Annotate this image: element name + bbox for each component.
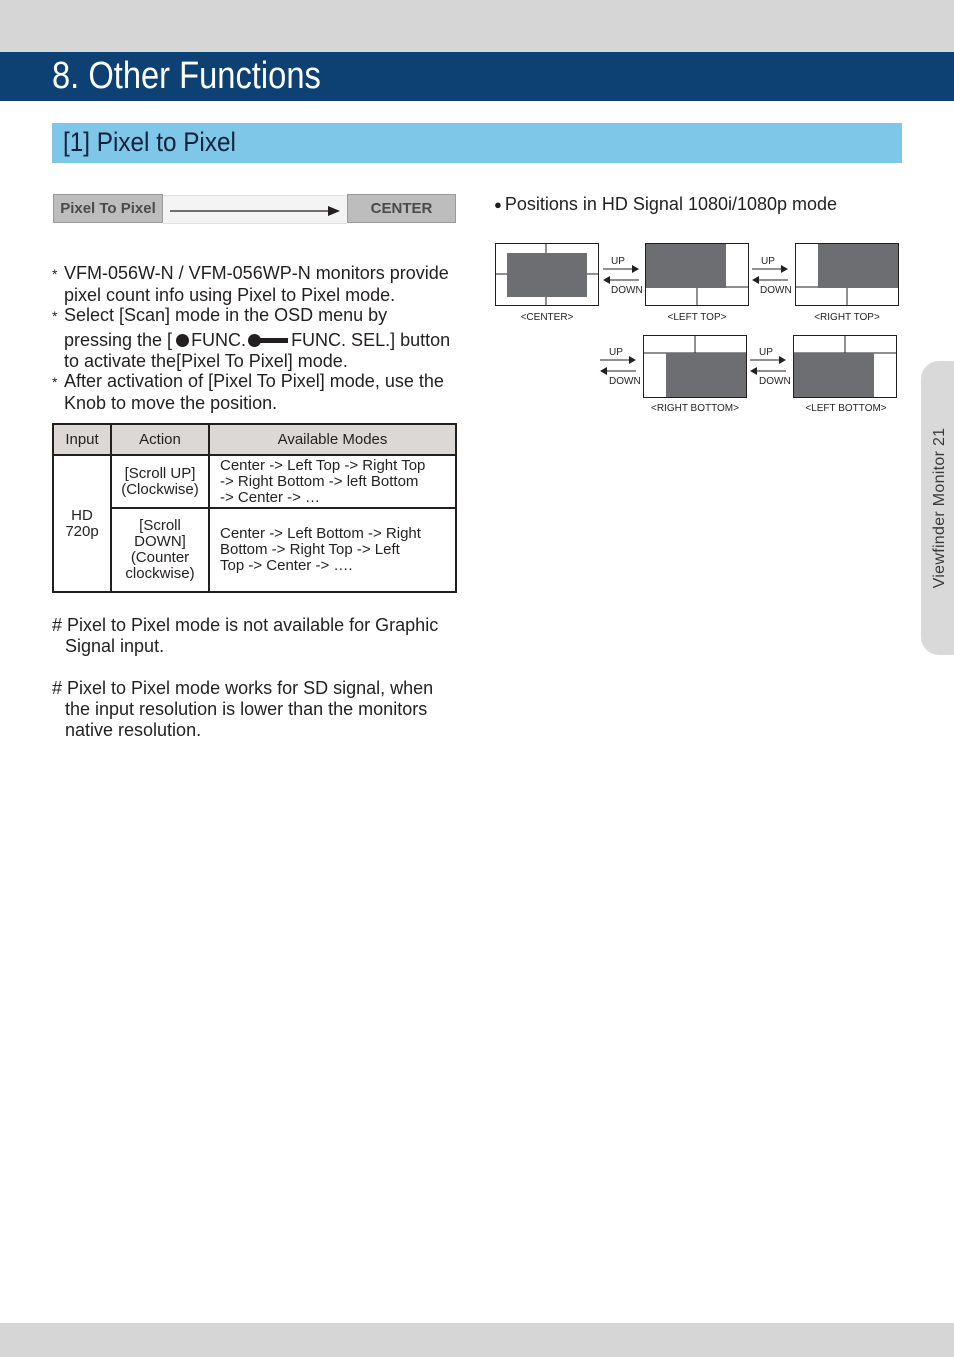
note-3 [52, 371, 462, 414]
action-cell [111, 508, 209, 592]
bullet-icon: ● [494, 197, 502, 212]
header-available-modes: Available Modes [209, 424, 456, 455]
table-row [53, 455, 456, 508]
positions-title [494, 194, 837, 215]
note-2-line-2b: FUNC. [191, 330, 247, 350]
modes-text: -> Center -> … [220, 488, 321, 506]
hash-note-2-line-2: the input resolution is lower than the monitors [65, 699, 428, 719]
input-720p: 720p [65, 522, 99, 540]
screen-right-bottom [644, 336, 747, 398]
note-3-line-2: Knob to move the position. [64, 393, 278, 413]
screen-center [496, 244, 599, 306]
action-text: (Counter [130, 549, 190, 566]
modes-text: Bottom -> Right Top -> Left [220, 541, 400, 558]
note-2-line-1: Select [Scan] mode in the OSD menu by [64, 305, 388, 325]
note-2-line-2c: FUNC. SEL.] button [291, 330, 451, 350]
screen-right-top [796, 244, 899, 306]
modes-table [52, 423, 457, 593]
chapter-title: 8. Other Functions [52, 55, 321, 97]
screen-left-top [646, 244, 749, 306]
modes-cell [209, 508, 456, 592]
up-label: UP [759, 347, 773, 358]
top-band [0, 0, 954, 52]
positions-title-text: Positions in HD Signal 1080i/1080p mode [504, 194, 838, 214]
up-label: UP [611, 256, 625, 267]
note-1-line-2: pixel count info using Pixel to Pixel mode. [64, 285, 396, 305]
osd-pixel-to-pixel-label: Pixel To Pixel [53, 194, 163, 223]
label-left-bottom: <LEFT BOTTOM> [805, 403, 887, 414]
note-2-line-2a: pressing the [ [64, 330, 173, 350]
note-1 [52, 263, 462, 306]
hash-note-1 [52, 615, 462, 657]
modes-text: -> Right Bottom -> left Bottom [220, 472, 419, 490]
header-action: Action [111, 424, 209, 455]
table-row [53, 508, 456, 592]
action-cell [111, 455, 209, 508]
osd-center-value: CENTER [347, 194, 456, 223]
action-text: DOWN] [134, 533, 186, 550]
action-text: clockwise) [125, 565, 195, 582]
up-label: UP [761, 256, 775, 267]
hash-note-2-line-1: # Pixel to Pixel mode works for SD signal, when [52, 678, 434, 698]
action-text: [Scroll UP] [124, 464, 196, 482]
asterisk: * [52, 374, 58, 390]
modes-text: Center -> Left Top -> Right Top [220, 456, 426, 474]
modes-text: Center -> Left Bottom -> Right [220, 525, 421, 542]
hash-note-1-line-1: # Pixel to Pixel mode is not available for Graphic [52, 615, 439, 635]
hash-note-2-line-3: native resolution. [65, 720, 202, 740]
note-2 [52, 305, 462, 372]
label-right-bottom: <RIGHT BOTTOM> [651, 403, 739, 414]
modes-text: Top -> Center -> …. [220, 557, 353, 574]
down-label: DOWN [760, 285, 792, 296]
asterisk: * [52, 266, 58, 282]
side-tab-text: Viewfinder Monitor 21 [931, 427, 948, 589]
func-sel-knob-icon [248, 334, 288, 347]
note-3-line-1: After activation of [Pixel To Pixel] mode, use the [64, 371, 444, 391]
bottom-band [0, 1323, 954, 1357]
hash-note-2 [52, 678, 462, 741]
osd-arrow-icon [170, 206, 342, 216]
down-label: DOWN [611, 285, 643, 296]
input-cell [53, 455, 111, 592]
label-center: <CENTER> [520, 312, 574, 323]
header-input: Input [53, 424, 111, 455]
note-1-line-1: VFM-056W-N / VFM-056WP-N monitors provide [64, 263, 449, 283]
input-hd: HD [71, 506, 93, 524]
section-title: [1] Pixel to Pixel [63, 127, 236, 157]
modes-cell [209, 455, 456, 508]
hash-note-1-line-2: Signal input. [65, 636, 165, 656]
label-left-top: <LEFT TOP> [667, 312, 727, 323]
note-2-line-3: to activate the[Pixel To Pixel] mode. [64, 351, 348, 371]
up-label: UP [609, 347, 623, 358]
down-label: DOWN [609, 376, 641, 387]
asterisk: * [52, 308, 58, 324]
positions-diagram [494, 242, 904, 417]
func-button-icon [176, 334, 189, 347]
action-text: [Scroll [139, 517, 181, 534]
action-text: (Clockwise) [121, 480, 199, 498]
label-right-top: <RIGHT TOP> [814, 312, 880, 323]
screen-left-bottom [794, 336, 897, 398]
down-label: DOWN [759, 376, 791, 387]
